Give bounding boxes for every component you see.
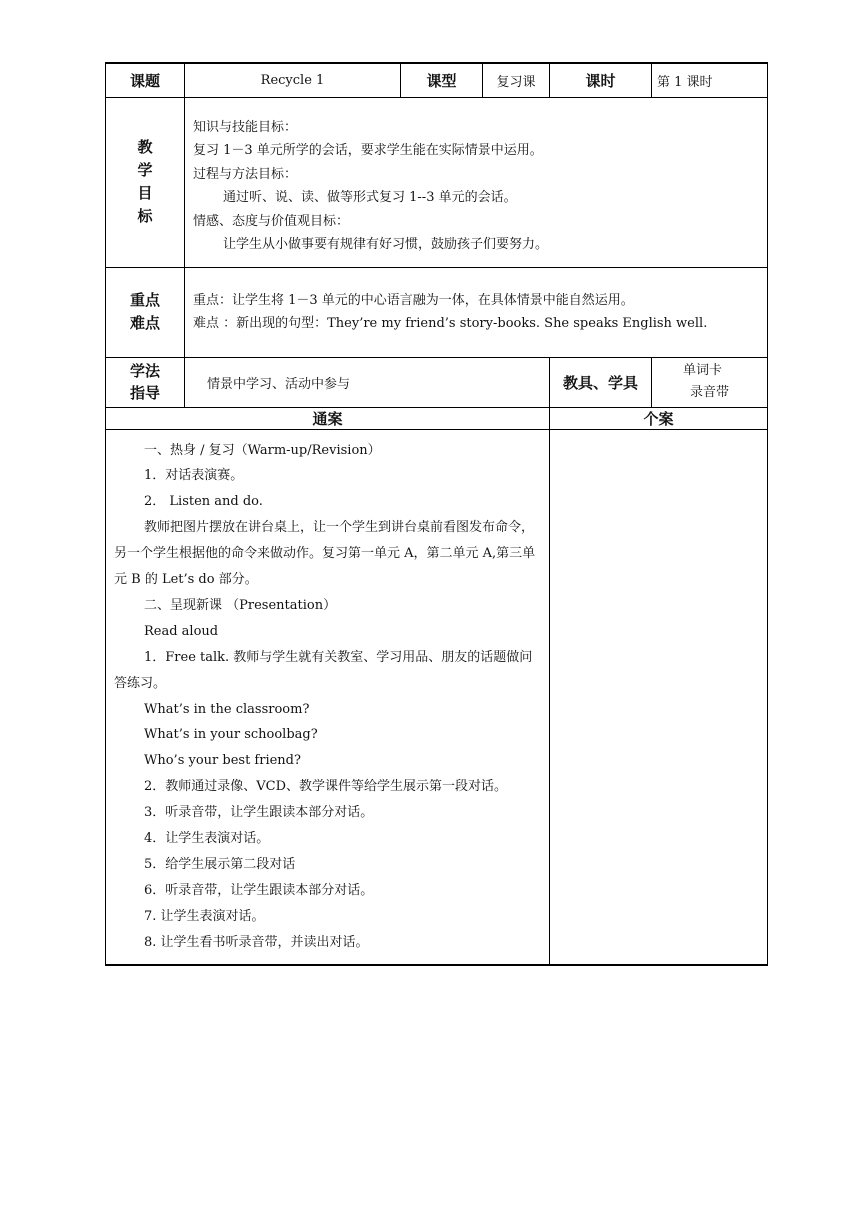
personal-plan-label: 个案: [550, 407, 768, 429]
key-points-row: [106, 267, 768, 357]
plan-line: 3．听录音带，让学生跟读本部分对话。: [144, 805, 374, 821]
tools-line: 录音带: [689, 385, 729, 400]
type-label: 课型: [401, 63, 483, 97]
lesson-plan-sheet: [105, 62, 767, 966]
topic-value: Recycle 1: [185, 63, 401, 97]
plan-line: 2． Listen and do.: [144, 494, 263, 510]
plan-body-row: [106, 429, 768, 965]
type-value: 复习课: [483, 63, 550, 97]
topic-label: 课题: [106, 63, 185, 97]
method-value: 情景中学习、活动中参与: [185, 357, 550, 407]
goals-label-char: 目: [137, 184, 153, 202]
tools-line: 单词卡: [682, 363, 722, 378]
plan-line: 8. 让学生看书听录音带，并读出对话。: [144, 934, 369, 950]
goals-content: [185, 97, 768, 267]
key-points-label: [106, 267, 185, 357]
plan-line: 5．给学生展示第二段对话: [144, 857, 296, 872]
goals-row: [106, 97, 768, 267]
key-label-line: 难点: [129, 314, 160, 332]
method-label: [106, 357, 185, 407]
goals-label-char: 标: [137, 207, 153, 225]
period-value: 第 1 课时: [652, 63, 768, 97]
plan-line: 二、呈现新课 （Presentation）: [144, 597, 337, 613]
goal-line: 知识与技能目标：: [193, 119, 298, 135]
plan-line: 2．教师通过录像、VCD、教学课件等给学生展示第一段对话。: [144, 779, 508, 795]
period-label: 课时: [550, 63, 652, 97]
method-label-line: 学法: [129, 362, 160, 380]
plan-line: 4．让学生表演对话。: [144, 831, 270, 847]
difficult-point-line: 难点 ：新出现的句型：They’re my friend’s story-books. She speaks English well.: [193, 316, 708, 331]
goal-line: 通过听、说、读、做等形式复习 1--3 单元的会话。: [223, 190, 517, 205]
lesson-plan-table: [105, 62, 768, 966]
goal-line: 过程与方法目标：: [193, 166, 298, 182]
plan-line: 1．对话表演赛。: [144, 468, 244, 484]
common-plan-label: 通案: [106, 407, 550, 429]
plan-line: 7. 让学生表演对话。: [144, 908, 265, 924]
key-label-line: 重点: [129, 291, 160, 309]
personal-plan-content: [550, 429, 768, 965]
method-row: [106, 357, 768, 407]
plan-line: Read aloud: [144, 623, 219, 639]
tools-value: [652, 357, 768, 407]
plan-line: 6．听录音带，让学生跟读本部分对话。: [144, 882, 374, 898]
plan-line: 一、热身 / 复习（Warm-up/Revision）: [144, 442, 381, 458]
key-point-line: 重点：让学生将 1－3 单元的中心语言融为一体，在具体情景中能自然运用。: [193, 293, 634, 308]
key-points-content: [185, 267, 768, 357]
plan-line: 教师把图片摆放在讲台桌上，让一个学生到讲台桌前看图发布命令，另一个学生根据他的命令来做动作。复习第一单元 A，第二单元 A,第三单元 B 的 Let’s do 部分。: [114, 520, 536, 588]
goals-label: [106, 97, 185, 267]
method-label-line: 指导: [129, 384, 160, 402]
goal-line: 情感、态度与价值观目标：: [193, 213, 350, 229]
goal-line: 让学生从小做事要有规律有好习惯，鼓励孩子们要努力。: [223, 237, 549, 252]
tools-label: 教具、学具: [550, 357, 652, 407]
goals-label-char: 学: [137, 161, 153, 179]
common-plan-content: [106, 429, 550, 965]
goals-label-char: 教: [137, 138, 153, 156]
plan-line: What’s in the classroom?: [144, 701, 310, 717]
plan-line: 1．Free talk. 教师与学生就有关教室、学习用品、朋友的话题做问答练习。: [114, 649, 533, 691]
goal-line: 复习 1－3 单元所学的会话，要求学生能在实际情景中运用。: [193, 143, 543, 158]
plan-line: Who’s your best friend?: [144, 753, 301, 769]
plan-header-row: [106, 407, 768, 429]
header-row: [106, 63, 768, 97]
plan-line: What’s in your schoolbag?: [144, 727, 318, 743]
